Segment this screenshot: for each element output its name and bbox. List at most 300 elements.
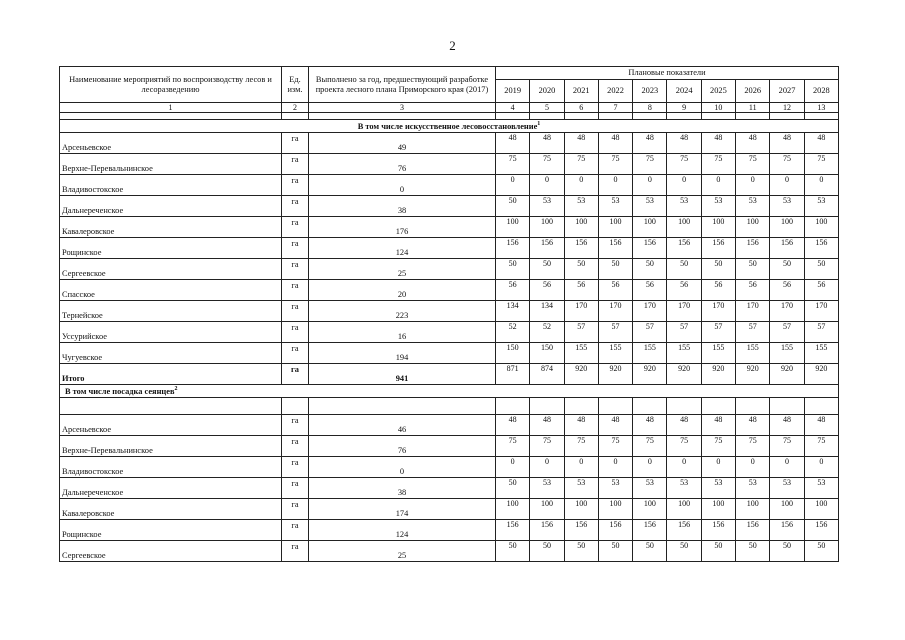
plan-value: 0: [564, 457, 598, 478]
unit-cell: га: [282, 238, 309, 259]
plan-value: 50: [496, 478, 530, 499]
plan-value: 50: [564, 541, 598, 562]
table-row: [60, 322, 839, 343]
plan-value: 100: [804, 499, 838, 520]
plan-value: 100: [804, 217, 838, 238]
done-value: 223: [309, 301, 496, 322]
plan-value: 100: [530, 499, 564, 520]
plan-value: 155: [804, 343, 838, 364]
forestry-name: Спасское: [60, 280, 282, 301]
section-header-row: [60, 120, 839, 133]
empty-cell: [633, 398, 667, 415]
header-plan: Плановые показатели: [496, 67, 839, 80]
plan-value: 75: [701, 436, 735, 457]
plan-value: 56: [564, 280, 598, 301]
plan-value: 150: [496, 343, 530, 364]
plan-value: 155: [701, 343, 735, 364]
plan-value: 56: [496, 280, 530, 301]
done-value: 25: [309, 541, 496, 562]
plan-value: 155: [564, 343, 598, 364]
empty-cell: [309, 113, 496, 120]
table-row: [60, 457, 839, 478]
plan-value: 75: [770, 154, 804, 175]
plan-value: 156: [736, 238, 770, 259]
unit-cell: га: [282, 322, 309, 343]
forestry-name: Рощинское: [60, 520, 282, 541]
plan-value: 100: [496, 499, 530, 520]
plan-value: 56: [804, 280, 838, 301]
plan-value: 0: [598, 457, 632, 478]
plan-value: 0: [564, 175, 598, 196]
plan-value: 53: [667, 196, 701, 217]
year-header: 2022: [598, 80, 632, 103]
table-row: [60, 343, 839, 364]
plan-value: 75: [736, 154, 770, 175]
empty-cell: [633, 113, 667, 120]
empty-cell: [309, 398, 496, 415]
plan-value: 53: [530, 478, 564, 499]
plan-value: 50: [496, 541, 530, 562]
plan-value: 0: [701, 457, 735, 478]
plan-value: 156: [564, 238, 598, 259]
plan-value: 75: [496, 154, 530, 175]
plan-value: 50: [633, 259, 667, 280]
plan-value: 57: [736, 322, 770, 343]
plan-value: 57: [701, 322, 735, 343]
plan-value: 0: [530, 175, 564, 196]
plan-value: 48: [770, 415, 804, 436]
done-value: 0: [309, 457, 496, 478]
plan-value: 52: [496, 322, 530, 343]
unit-cell: га: [282, 196, 309, 217]
plan-value: 156: [598, 520, 632, 541]
plan-value: 100: [770, 217, 804, 238]
plan-value: 56: [633, 280, 667, 301]
plan-value: 53: [701, 478, 735, 499]
plan-value: 155: [770, 343, 804, 364]
plan-value: 156: [770, 520, 804, 541]
plan-value: 170: [598, 301, 632, 322]
plan-value: 0: [667, 175, 701, 196]
plan-value: 53: [633, 196, 667, 217]
year-header: 2026: [736, 80, 770, 103]
forestry-name: Арсеньевское: [60, 133, 282, 154]
empty-cell: [282, 398, 309, 415]
column-number: 5: [530, 103, 564, 113]
plan-value: 57: [667, 322, 701, 343]
plan-value: 0: [598, 175, 632, 196]
table-row: [60, 499, 839, 520]
done-value: 941: [309, 364, 496, 385]
section-footnote-mark: 1: [537, 121, 541, 128]
forestry-name: Чугуевское: [60, 343, 282, 364]
plan-value: 920: [770, 364, 804, 385]
unit-cell: га: [282, 343, 309, 364]
plan-value: 0: [804, 457, 838, 478]
plan-value: 100: [667, 499, 701, 520]
plan-value: 56: [530, 280, 564, 301]
plan-value: 48: [804, 133, 838, 154]
plan-value: 48: [564, 133, 598, 154]
forestry-name: Владивостокское: [60, 457, 282, 478]
plan-value: 48: [530, 133, 564, 154]
header-unit: Ед. изм.: [282, 67, 309, 103]
empty-cell: [60, 113, 282, 120]
plan-value: 53: [770, 196, 804, 217]
plan-value: 48: [564, 415, 598, 436]
plan-value: 874: [530, 364, 564, 385]
plan-value: 53: [667, 478, 701, 499]
column-number: 1: [60, 103, 282, 113]
forestry-name: Дальнереченское: [60, 196, 282, 217]
plan-value: 75: [530, 436, 564, 457]
plan-value: 170: [770, 301, 804, 322]
table-row: [60, 520, 839, 541]
plan-value: 56: [598, 280, 632, 301]
plan-value: 100: [770, 499, 804, 520]
empty-cell: [701, 398, 735, 415]
plan-value: 0: [770, 175, 804, 196]
header-name: Наименование мероприятий по воспроизводству лесов и лесоразведению: [60, 67, 282, 103]
year-header: 2020: [530, 80, 564, 103]
plan-value: 75: [736, 436, 770, 457]
unit-cell: га: [282, 436, 309, 457]
plan-value: 134: [496, 301, 530, 322]
plan-value: 156: [667, 238, 701, 259]
plan-value: 53: [564, 478, 598, 499]
plan-value: 56: [736, 280, 770, 301]
plan-value: 50: [633, 541, 667, 562]
plan-value: 48: [804, 415, 838, 436]
plan-value: 170: [633, 301, 667, 322]
empty-cell: [282, 113, 309, 120]
plan-value: 920: [804, 364, 838, 385]
empty-cell: [804, 398, 838, 415]
plan-value: 50: [598, 259, 632, 280]
done-value: 124: [309, 520, 496, 541]
unit-cell: га: [282, 364, 309, 385]
plan-value: 0: [496, 175, 530, 196]
plan-value: 57: [804, 322, 838, 343]
plan-value: 150: [530, 343, 564, 364]
plan-value: 0: [633, 175, 667, 196]
plan-value: 75: [770, 436, 804, 457]
plan-value: 50: [496, 196, 530, 217]
table-row: [60, 175, 839, 196]
unit-cell: га: [282, 457, 309, 478]
unit-cell: га: [282, 217, 309, 238]
table-row: [60, 436, 839, 457]
year-header: 2028: [804, 80, 838, 103]
plan-value: 100: [598, 499, 632, 520]
section-footnote-mark: 2: [174, 386, 178, 393]
plan-value: 56: [770, 280, 804, 301]
done-value: 49: [309, 133, 496, 154]
plan-value: 920: [633, 364, 667, 385]
plan-value: 75: [598, 436, 632, 457]
plan-value: 100: [633, 217, 667, 238]
unit-cell: га: [282, 499, 309, 520]
plan-value: 156: [770, 238, 804, 259]
done-value: 76: [309, 436, 496, 457]
plan-value: 48: [667, 133, 701, 154]
plan-value: 50: [736, 259, 770, 280]
plan-value: 48: [598, 415, 632, 436]
plan-value: 48: [530, 415, 564, 436]
plan-value: 156: [804, 238, 838, 259]
plan-value: 56: [667, 280, 701, 301]
empty-cell: [804, 113, 838, 120]
plan-value: 53: [598, 196, 632, 217]
plan-value: 48: [701, 133, 735, 154]
column-number: 8: [633, 103, 667, 113]
plan-value: 57: [770, 322, 804, 343]
plan-value: 57: [564, 322, 598, 343]
plan-value: 155: [736, 343, 770, 364]
plan-value: 50: [770, 259, 804, 280]
column-number: 7: [598, 103, 632, 113]
empty-cell: [736, 398, 770, 415]
empty-cell: [564, 113, 598, 120]
plan-value: 53: [701, 196, 735, 217]
plan-value: 53: [633, 478, 667, 499]
forestry-name: Уссурийское: [60, 322, 282, 343]
plan-value: 100: [530, 217, 564, 238]
done-value: 176: [309, 217, 496, 238]
plan-value: 53: [770, 478, 804, 499]
plan-value: 156: [633, 520, 667, 541]
table-row: [60, 259, 839, 280]
plan-value: 50: [804, 541, 838, 562]
plan-value: 75: [804, 154, 838, 175]
column-number: 10: [701, 103, 735, 113]
forestry-name: Сергеевское: [60, 541, 282, 562]
section-title: [60, 385, 839, 398]
plan-value: 75: [667, 154, 701, 175]
plan-value: 170: [667, 301, 701, 322]
plan-value: 100: [598, 217, 632, 238]
plan-value: 100: [496, 217, 530, 238]
plan-value: 156: [564, 520, 598, 541]
plan-value: 75: [633, 436, 667, 457]
unit-cell: га: [282, 259, 309, 280]
table-row: [60, 415, 839, 436]
plan-value: 0: [770, 457, 804, 478]
unit-cell: га: [282, 280, 309, 301]
plan-value: 50: [736, 541, 770, 562]
plan-value: 75: [564, 154, 598, 175]
plan-value: 170: [701, 301, 735, 322]
plan-value: 100: [736, 499, 770, 520]
plan-value: 100: [564, 217, 598, 238]
year-header: 2025: [701, 80, 735, 103]
unit-cell: га: [282, 415, 309, 436]
table-row: [60, 541, 839, 562]
forestry-name: Кавалеровское: [60, 217, 282, 238]
done-value: 16: [309, 322, 496, 343]
plan-value: 75: [667, 436, 701, 457]
empty-cell: [770, 398, 804, 415]
forestry-name: Тернейское: [60, 301, 282, 322]
plan-value: 53: [598, 478, 632, 499]
year-header: 2021: [564, 80, 598, 103]
plan-value: 50: [770, 541, 804, 562]
empty-cell: [770, 113, 804, 120]
unit-cell: га: [282, 175, 309, 196]
plan-value: 156: [701, 238, 735, 259]
done-value: 38: [309, 478, 496, 499]
plan-value: 100: [701, 217, 735, 238]
plan-value: 100: [633, 499, 667, 520]
plan-value: 50: [701, 259, 735, 280]
plan-value: 48: [701, 415, 735, 436]
done-value: 46: [309, 415, 496, 436]
column-number: 13: [804, 103, 838, 113]
plan-value: 0: [496, 457, 530, 478]
column-number: 3: [309, 103, 496, 113]
plan-value: 170: [804, 301, 838, 322]
empty-cell: [667, 398, 701, 415]
forestry-name: Рощинское: [60, 238, 282, 259]
section-header-row: [60, 385, 839, 398]
empty-cell: [530, 398, 564, 415]
column-number: 2: [282, 103, 309, 113]
year-header: 2024: [667, 80, 701, 103]
plan-value: 53: [736, 196, 770, 217]
plan-value: 53: [804, 196, 838, 217]
total-row: [60, 364, 839, 385]
done-value: 174: [309, 499, 496, 520]
plan-value: 0: [667, 457, 701, 478]
plan-value: 156: [530, 520, 564, 541]
plan-value: 156: [736, 520, 770, 541]
column-number: 4: [496, 103, 530, 113]
unit-cell: га: [282, 478, 309, 499]
plan-value: 100: [564, 499, 598, 520]
empty-cell: [667, 113, 701, 120]
plan-value: 156: [496, 238, 530, 259]
plan-value: 53: [564, 196, 598, 217]
unit-cell: га: [282, 154, 309, 175]
plan-value: 920: [667, 364, 701, 385]
forestry-name: Верхне-Перевальнинское: [60, 154, 282, 175]
plan-value: 155: [598, 343, 632, 364]
forest-plan-table: [59, 66, 839, 562]
plan-value: 100: [736, 217, 770, 238]
plan-value: 75: [701, 154, 735, 175]
plan-value: 50: [667, 541, 701, 562]
done-value: 0: [309, 175, 496, 196]
plan-value: 156: [701, 520, 735, 541]
plan-value: 48: [633, 133, 667, 154]
plan-value: 50: [530, 259, 564, 280]
spacer-row: [60, 113, 839, 120]
table-row: [60, 238, 839, 259]
column-numbers-row: [60, 103, 839, 113]
column-number: 12: [770, 103, 804, 113]
forestry-name: Верхне-Перевальнинское: [60, 436, 282, 457]
plan-value: 156: [633, 238, 667, 259]
plan-value: 75: [633, 154, 667, 175]
table-row: [60, 133, 839, 154]
table-row: [60, 217, 839, 238]
done-value: 194: [309, 343, 496, 364]
plan-value: 48: [598, 133, 632, 154]
table-row: [60, 478, 839, 499]
year-header: 2019: [496, 80, 530, 103]
plan-value: 48: [633, 415, 667, 436]
plan-value: 75: [530, 154, 564, 175]
plan-value: 0: [530, 457, 564, 478]
plan-value: 155: [633, 343, 667, 364]
plan-value: 50: [496, 259, 530, 280]
plan-value: 0: [736, 457, 770, 478]
column-number: 11: [736, 103, 770, 113]
forestry-name: Сергеевское: [60, 259, 282, 280]
plan-value: 50: [598, 541, 632, 562]
unit-cell: га: [282, 133, 309, 154]
plan-value: 0: [701, 175, 735, 196]
plan-value: 48: [736, 415, 770, 436]
year-header: 2027: [770, 80, 804, 103]
forestry-name: Кавалеровское: [60, 499, 282, 520]
plan-value: 100: [667, 217, 701, 238]
empty-cell: [496, 398, 530, 415]
empty-cell: [60, 398, 282, 415]
plan-value: 920: [598, 364, 632, 385]
plan-value: 75: [564, 436, 598, 457]
plan-value: 920: [564, 364, 598, 385]
plan-value: 48: [667, 415, 701, 436]
plan-value: 56: [701, 280, 735, 301]
plan-value: 170: [736, 301, 770, 322]
plan-value: 48: [496, 415, 530, 436]
table-row: [60, 196, 839, 217]
plan-value: 170: [564, 301, 598, 322]
plan-value: 156: [598, 238, 632, 259]
plan-value: 156: [667, 520, 701, 541]
section-title-text: В том числе посадка сеянцев: [65, 386, 175, 396]
plan-value: 50: [667, 259, 701, 280]
plan-value: 156: [804, 520, 838, 541]
plan-value: 48: [770, 133, 804, 154]
plan-value: 50: [804, 259, 838, 280]
blank-row: [60, 398, 839, 415]
plan-value: 920: [736, 364, 770, 385]
plan-value: 48: [736, 133, 770, 154]
unit-cell: га: [282, 541, 309, 562]
plan-value: 75: [496, 436, 530, 457]
plan-value: 57: [598, 322, 632, 343]
done-value: 124: [309, 238, 496, 259]
plan-value: 100: [701, 499, 735, 520]
table-row: [60, 280, 839, 301]
forestry-name: Арсеньевское: [60, 415, 282, 436]
plan-value: 53: [804, 478, 838, 499]
plan-value: 920: [701, 364, 735, 385]
empty-cell: [496, 113, 530, 120]
column-number: 9: [667, 103, 701, 113]
done-value: 25: [309, 259, 496, 280]
plan-value: 156: [496, 520, 530, 541]
plan-value: 50: [564, 259, 598, 280]
plan-value: 0: [633, 457, 667, 478]
plan-value: 57: [633, 322, 667, 343]
done-value: 76: [309, 154, 496, 175]
plan-value: 53: [530, 196, 564, 217]
year-header: 2023: [633, 80, 667, 103]
forestry-name: Владивостокское: [60, 175, 282, 196]
